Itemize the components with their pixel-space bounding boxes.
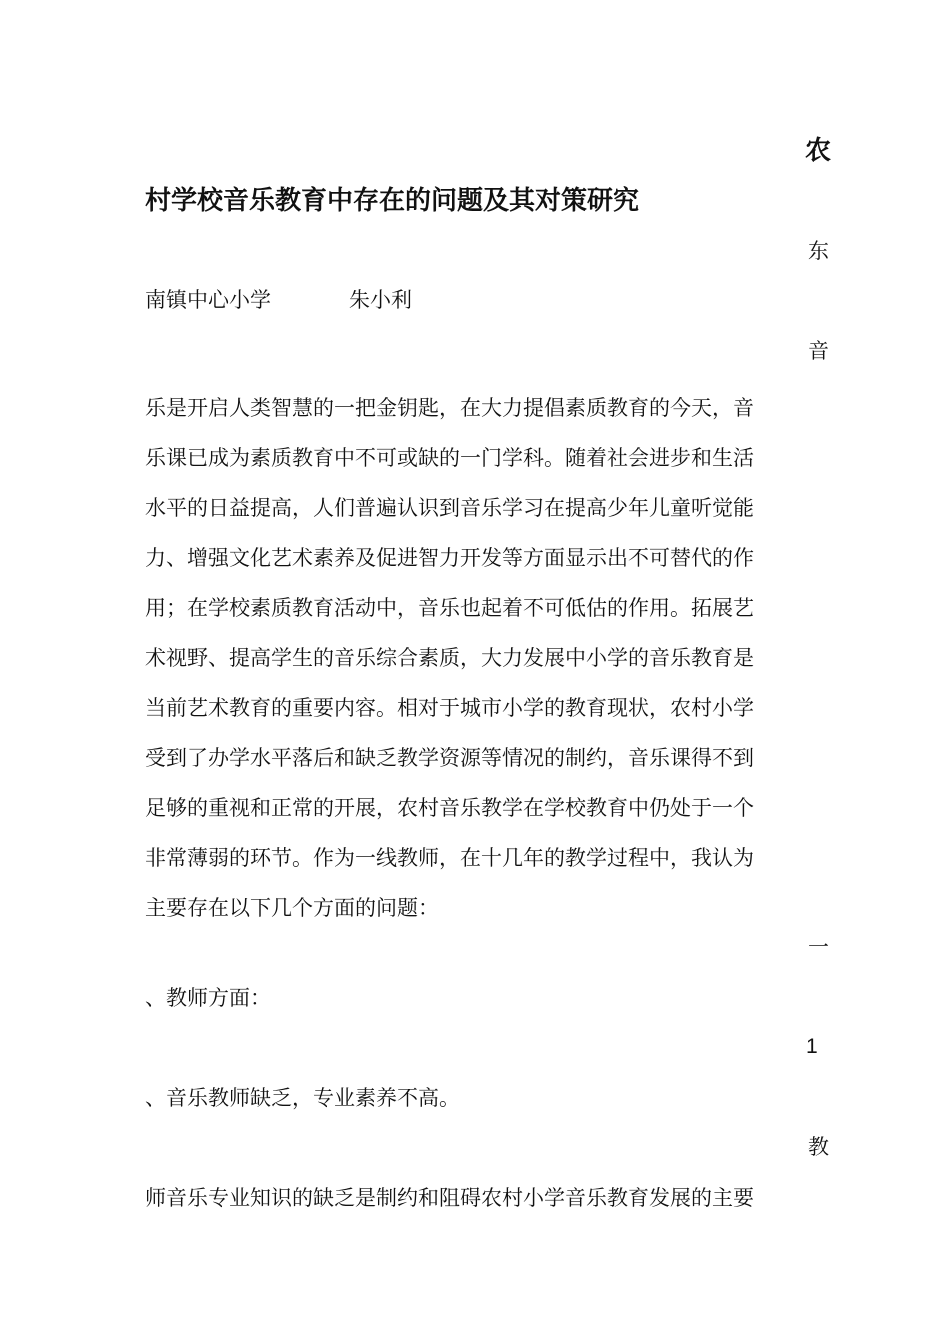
paragraph-line: 力、增强文化艺术素养及促进智力开发等方面显示出不可替代的作 — [145, 546, 754, 570]
title-first-char: 农 — [805, 136, 832, 166]
intro-right-char: 音 — [808, 339, 829, 363]
item1-body-right-char: 教 — [808, 1135, 829, 1159]
section1-right-char: 一 — [808, 935, 829, 959]
paragraph-line: 足够的重视和正常的开展，农村音乐教学在学校教育中仍处于一个 — [145, 796, 754, 820]
author-right-char: 东 — [808, 239, 829, 263]
author-name: 朱小利 — [349, 288, 412, 312]
paragraph-line: 术视野、提高学生的音乐综合素质，大力发展中小学的音乐教育是 — [145, 646, 754, 670]
paragraph-line: 当前艺术教育的重要内容。相对于城市小学的教育现状，农村小学 — [145, 696, 754, 720]
document-title: 村学校音乐教育中存在的问题及其对策研究 — [145, 186, 640, 216]
paragraph-line: 受到了办学水平落后和缺乏教学资源等情况的制约，音乐课得不到 — [145, 746, 754, 770]
item1-number: 1 — [806, 1035, 818, 1058]
section-heading-teachers: 、教师方面： — [145, 986, 271, 1010]
paragraph-line: 主要存在以下几个方面的问题： — [145, 896, 439, 920]
item1-heading: 、音乐教师缺乏，专业素养不高。 — [145, 1086, 460, 1110]
paragraph-line: 乐课已成为素质教育中不可或缺的一门学科。随着社会进步和生活 — [145, 446, 754, 470]
intro-paragraph — [145, 383, 815, 933]
paragraph-line: 水平的日益提高，人们普遍认识到音乐学习在提高少年儿童听觉能 — [145, 496, 754, 520]
paragraph-line: 非常薄弱的环节。作为一线教师，在十几年的教学过程中，我认为 — [145, 846, 754, 870]
paragraph-line: 乐是开启人类智慧的一把金钥匙，在大力提倡素质教育的今天，音 — [145, 396, 754, 420]
paragraph-line: 用；在学校素质教育活动中，音乐也起着不可低估的作用。拓展艺 — [145, 596, 754, 620]
author-school: 南镇中心小学 — [145, 288, 271, 312]
item1-body-line: 师音乐专业知识的缺乏是制约和阻碍农村小学音乐教育发展的主要 — [145, 1186, 754, 1210]
author-line — [145, 285, 412, 315]
